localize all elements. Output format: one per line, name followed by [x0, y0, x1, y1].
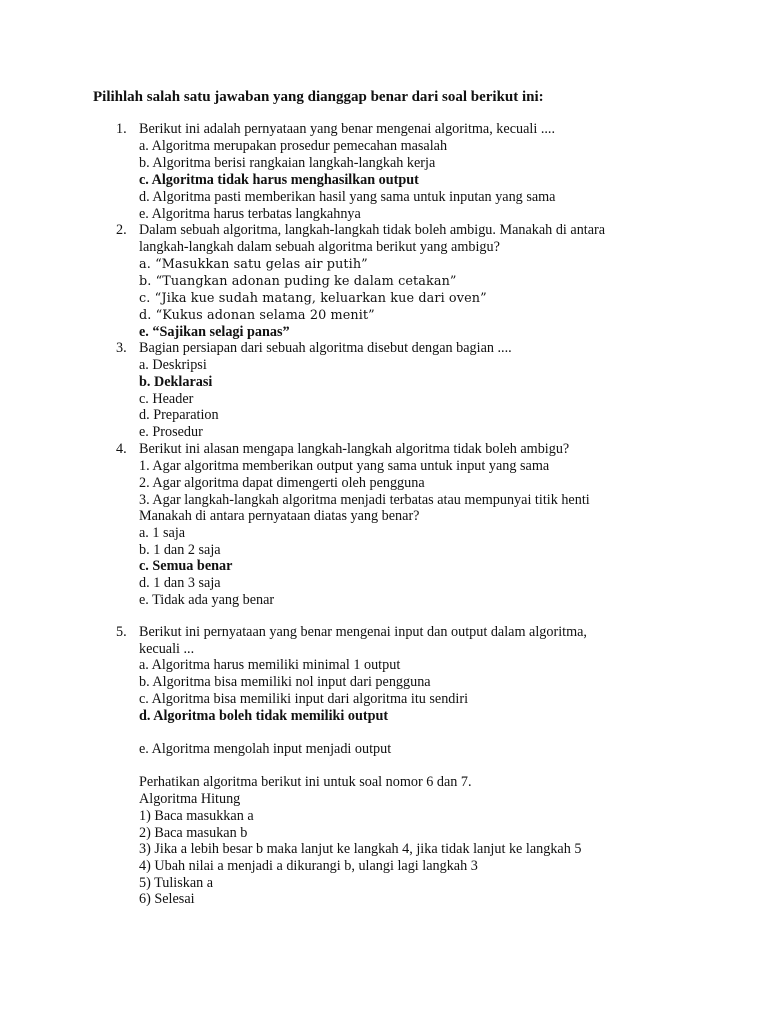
option-b: b. Algoritma bisa memiliki nol input dari pengguna: [139, 674, 431, 690]
option-e: e. Algoritma mengolah input menjadi output: [139, 741, 392, 757]
statement-2: 2. Agar algoritma dapat dimengerti oleh pengguna: [139, 475, 425, 491]
option-a: a. “Masukkan satu gelas air putih”: [139, 257, 368, 272]
option-d: d. Preparation: [139, 407, 219, 423]
option-b: b. “Tuangkan adonan puding ke dalam cetakan”: [139, 274, 457, 289]
option-e: e. Prosedur: [139, 424, 203, 440]
option-e-answer: e. “Sajikan selagi panas”: [139, 324, 290, 340]
question-text: Berikut ini adalah pernyataan yang benar mengenai algoritma, kecuali ....: [139, 121, 556, 137]
option-d-answer: d. Algoritma boleh tidak memiliki output: [139, 708, 389, 724]
option-e: e. Tidak ada yang benar: [139, 592, 275, 608]
option-c-answer: c. Algoritma tidak harus menghasilkan output: [139, 172, 419, 188]
question-text-line-1: Dalam sebuah algoritma, langkah-langkah tidak boleh ambigu. Manakah di antara: [139, 222, 606, 238]
algorithm-intro: Perhatikan algoritma berikut ini untuk soal nomor 6 dan 7.: [139, 774, 472, 790]
option-b: b. Algoritma berisi rangkaian langkah-langkah kerja: [139, 155, 436, 171]
option-d: d. “Kukus adonan selama 20 menit”: [139, 308, 375, 323]
algorithm-step-5: 5) Tuliskan a: [139, 875, 214, 891]
question-text-line-2: kecuali ...: [139, 641, 195, 657]
question-number: 2.: [116, 222, 127, 238]
instructions-heading: Pilihlah salah satu jawaban yang dianggap benar dari soal berikut ini:: [93, 89, 544, 105]
algorithm-step-4: 4) Ubah nilai a menjadi a dikurangi b, ulangi lagi langkah 3: [139, 858, 478, 874]
option-a: a. 1 saja: [139, 525, 186, 541]
question-text-line-1: Berikut ini pernyataan yang benar mengenai input dan output dalam algoritma,: [139, 624, 587, 640]
question-text: Bagian persiapan dari sebuah algoritma disebut dengan bagian ....: [139, 340, 512, 356]
option-c: c. “Jika kue sudah matang, keluarkan kue dari oven”: [139, 291, 487, 306]
option-b-answer: b. Deklarasi: [139, 374, 213, 390]
algorithm-step-2: 2) Baca masukan b: [139, 825, 248, 841]
option-c-answer: c. Semua benar: [139, 558, 233, 574]
statement-3: 3. Agar langkah-langkah algoritma menjadi terbatas atau mempunyai titik henti: [139, 492, 590, 508]
algorithm-step-3: 3) Jika a lebih besar b maka lanjut ke langkah 4, jika tidak lanjut ke langkah 5: [139, 841, 582, 857]
option-c: c. Algoritma bisa memiliki input dari algoritma itu sendiri: [139, 691, 469, 707]
option-a: a. Algoritma merupakan prosedur pemecahan masalah: [139, 138, 448, 154]
algorithm-step-6: 6) Selesai: [139, 891, 195, 907]
algorithm-title: Algoritma Hitung: [139, 791, 241, 807]
option-a: a. Algoritma harus memiliki minimal 1 output: [139, 657, 401, 673]
question-text: Berikut ini alasan mengapa langkah-langkah algoritma tidak boleh ambigu?: [139, 441, 570, 457]
option-d: d. 1 dan 3 saja: [139, 575, 221, 591]
algorithm-step-1: 1) Baca masukkan a: [139, 808, 254, 824]
question-number: 4.: [116, 441, 127, 457]
question-number: 5.: [116, 624, 127, 640]
question-text-line-2: langkah-langkah dalam sebuah algoritma berikut yang ambigu?: [139, 239, 500, 255]
option-c: c. Header: [139, 391, 194, 407]
option-b: b. 1 dan 2 saja: [139, 542, 221, 558]
question-number: 3.: [116, 340, 127, 356]
sub-question: Manakah di antara pernyataan diatas yang benar?: [139, 508, 420, 524]
option-e: e. Algoritma harus terbatas langkahnya: [139, 206, 361, 222]
question-number: 1.: [116, 121, 127, 137]
option-a: a. Deskripsi: [139, 357, 207, 373]
option-d: d. Algoritma pasti memberikan hasil yang sama untuk inputan yang sama: [139, 189, 556, 205]
statement-1: 1. Agar algoritma memberikan output yang sama untuk input yang sama: [139, 458, 550, 474]
